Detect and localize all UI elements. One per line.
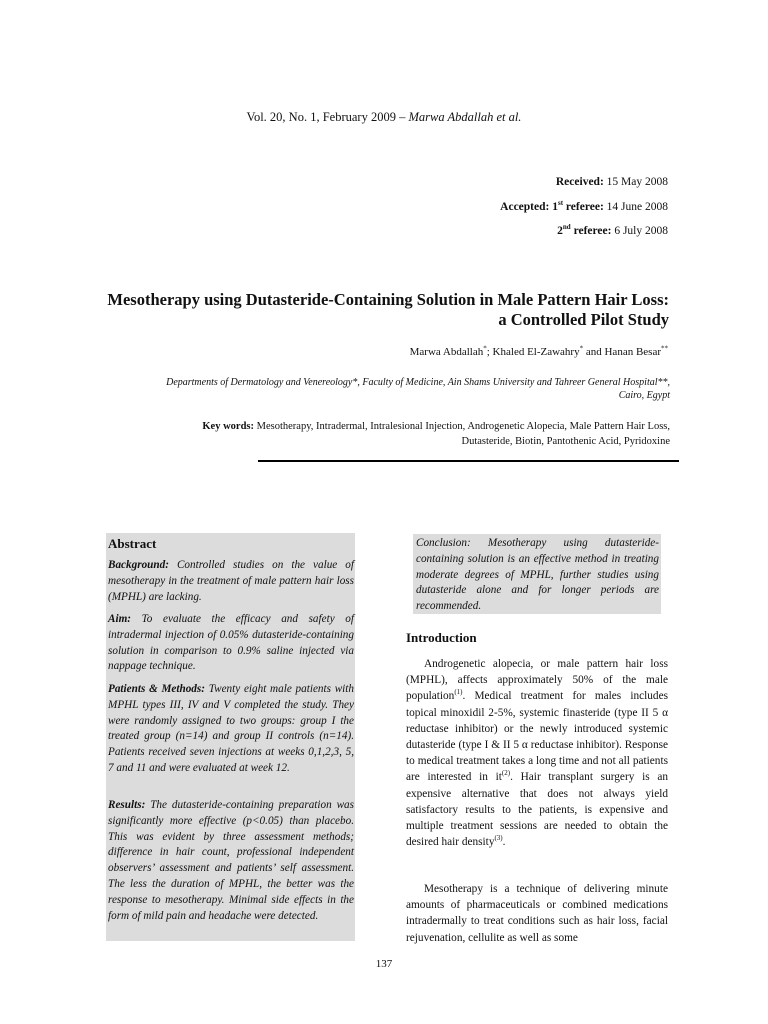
abstract-conclusion: Conclusion: Mesotherapy using dutasteride-containing solution is an effective method in treating moderate degrees of MPHL, further studies using dutasteride alone and for longer periods are recommended. (416, 537, 659, 613)
keywords (150, 419, 670, 449)
journal-issue: Vol. 20, No. 1, February 2009 – (246, 110, 409, 124)
journal-header (0, 110, 768, 125)
second-referee-label: 2nd referee: (557, 223, 612, 237)
keywords-label: Key words: (202, 421, 255, 432)
page-number: 137 (375, 958, 393, 970)
received-value: 15 May 2008 (603, 176, 668, 188)
second-referee-date (557, 225, 668, 237)
abstract-results: Results: The dutasteride-containing preparation was significantly more effective (p<0.05) than placebo. This was evident by three assessment methods; difference in hair count, professional independent observers’ assessment and patients’ self assessment. The less the duration of MPHL, the better was the response to mesotherapy. Minimal side effects in the form of mild pain and headache were detected. (108, 799, 354, 922)
author-list: Marwa Abdallah*; Khaled El-Zawahry* and Hanan Besar** (409, 344, 668, 358)
received-label: Received: (555, 176, 604, 188)
abstract-aim: Aim: To evaluate the efficacy and safety of intradermal injection of 0.05% dutasteride-containing solution in comparison to 0.9% saline injected via nappage technique. (108, 613, 354, 673)
section-divider (258, 460, 679, 462)
journal-author: Marwa Abdallah et al. (408, 110, 522, 124)
accepted-label: Accepted: 1st referee: (500, 199, 604, 213)
received-date (556, 176, 668, 188)
keywords-text: Mesotherapy, Intradermal, Intralesional Injection, Androgenetic Alopecia, Male Pattern Hair Loss, Dutasteride, Biotin, Pantothenic Acid, Pyridoxine (254, 421, 670, 447)
introduction-paragraph-2: Mesotherapy is a technique of delivering minute amounts of pharmaceuticals or combined medications intradermally to treat conditions such as hair loss, facial rejuvenation, cellulite as well as some (406, 883, 668, 944)
introduction-heading: Introduction (406, 630, 477, 645)
accepted-date (500, 201, 668, 213)
affiliation: Departments of Dermatology and Venereology*, Faculty of Medicine, Ain Shams University and Tahreer General Hospital**, Cairo, Egypt (166, 377, 670, 401)
accepted-value: 14 June 2008 (603, 201, 668, 213)
abstract-heading: Abstract (108, 536, 157, 551)
introduction-paragraph-1: Androgenetic alopecia, or male pattern hair loss (MPHL), affects approximately 50% of the male population$^{(1)}$. Medical treatment for males includes topical minoxidil 2-5%, systemic finasteride (type II 5 α reductase inhibitor) or the newly introduced systemic dutasteride (type I & II 5 α reductase inhibitor). Response to medical treatment takes a long time and not all patients are interested in $it^{(2)}$. Hair transplant surgery is an expensive alternative that does not always yield satisfactory results to the patients, is expensive and multiple treatment sessions are needed to obtain the desired hair density$^{(3)}$. (406, 658, 668, 849)
abstract-methods: Patients & Methods: Twenty eight male patients with MPHL types III, IV and V completed the study. They were randomly assigned to two groups: group I the treated group (n=14) and group II controls (n=14). Patients received seven injections at weeks 0,1,2,3, 5, 7 and 11 and were evaluated at week 12. (108, 683, 354, 774)
second-referee-value: 6 July 2008 (611, 225, 668, 237)
abstract-background: Background: Controlled studies on the value of mesotherapy in the treatment of male pattern hair loss (MPHL) are lacking. (108, 559, 354, 603)
paper-title: Mesotherapy using Dutasteride-Containing Solution in Male Pattern Hair Loss: a Controlled Pilot Study (107, 290, 669, 329)
